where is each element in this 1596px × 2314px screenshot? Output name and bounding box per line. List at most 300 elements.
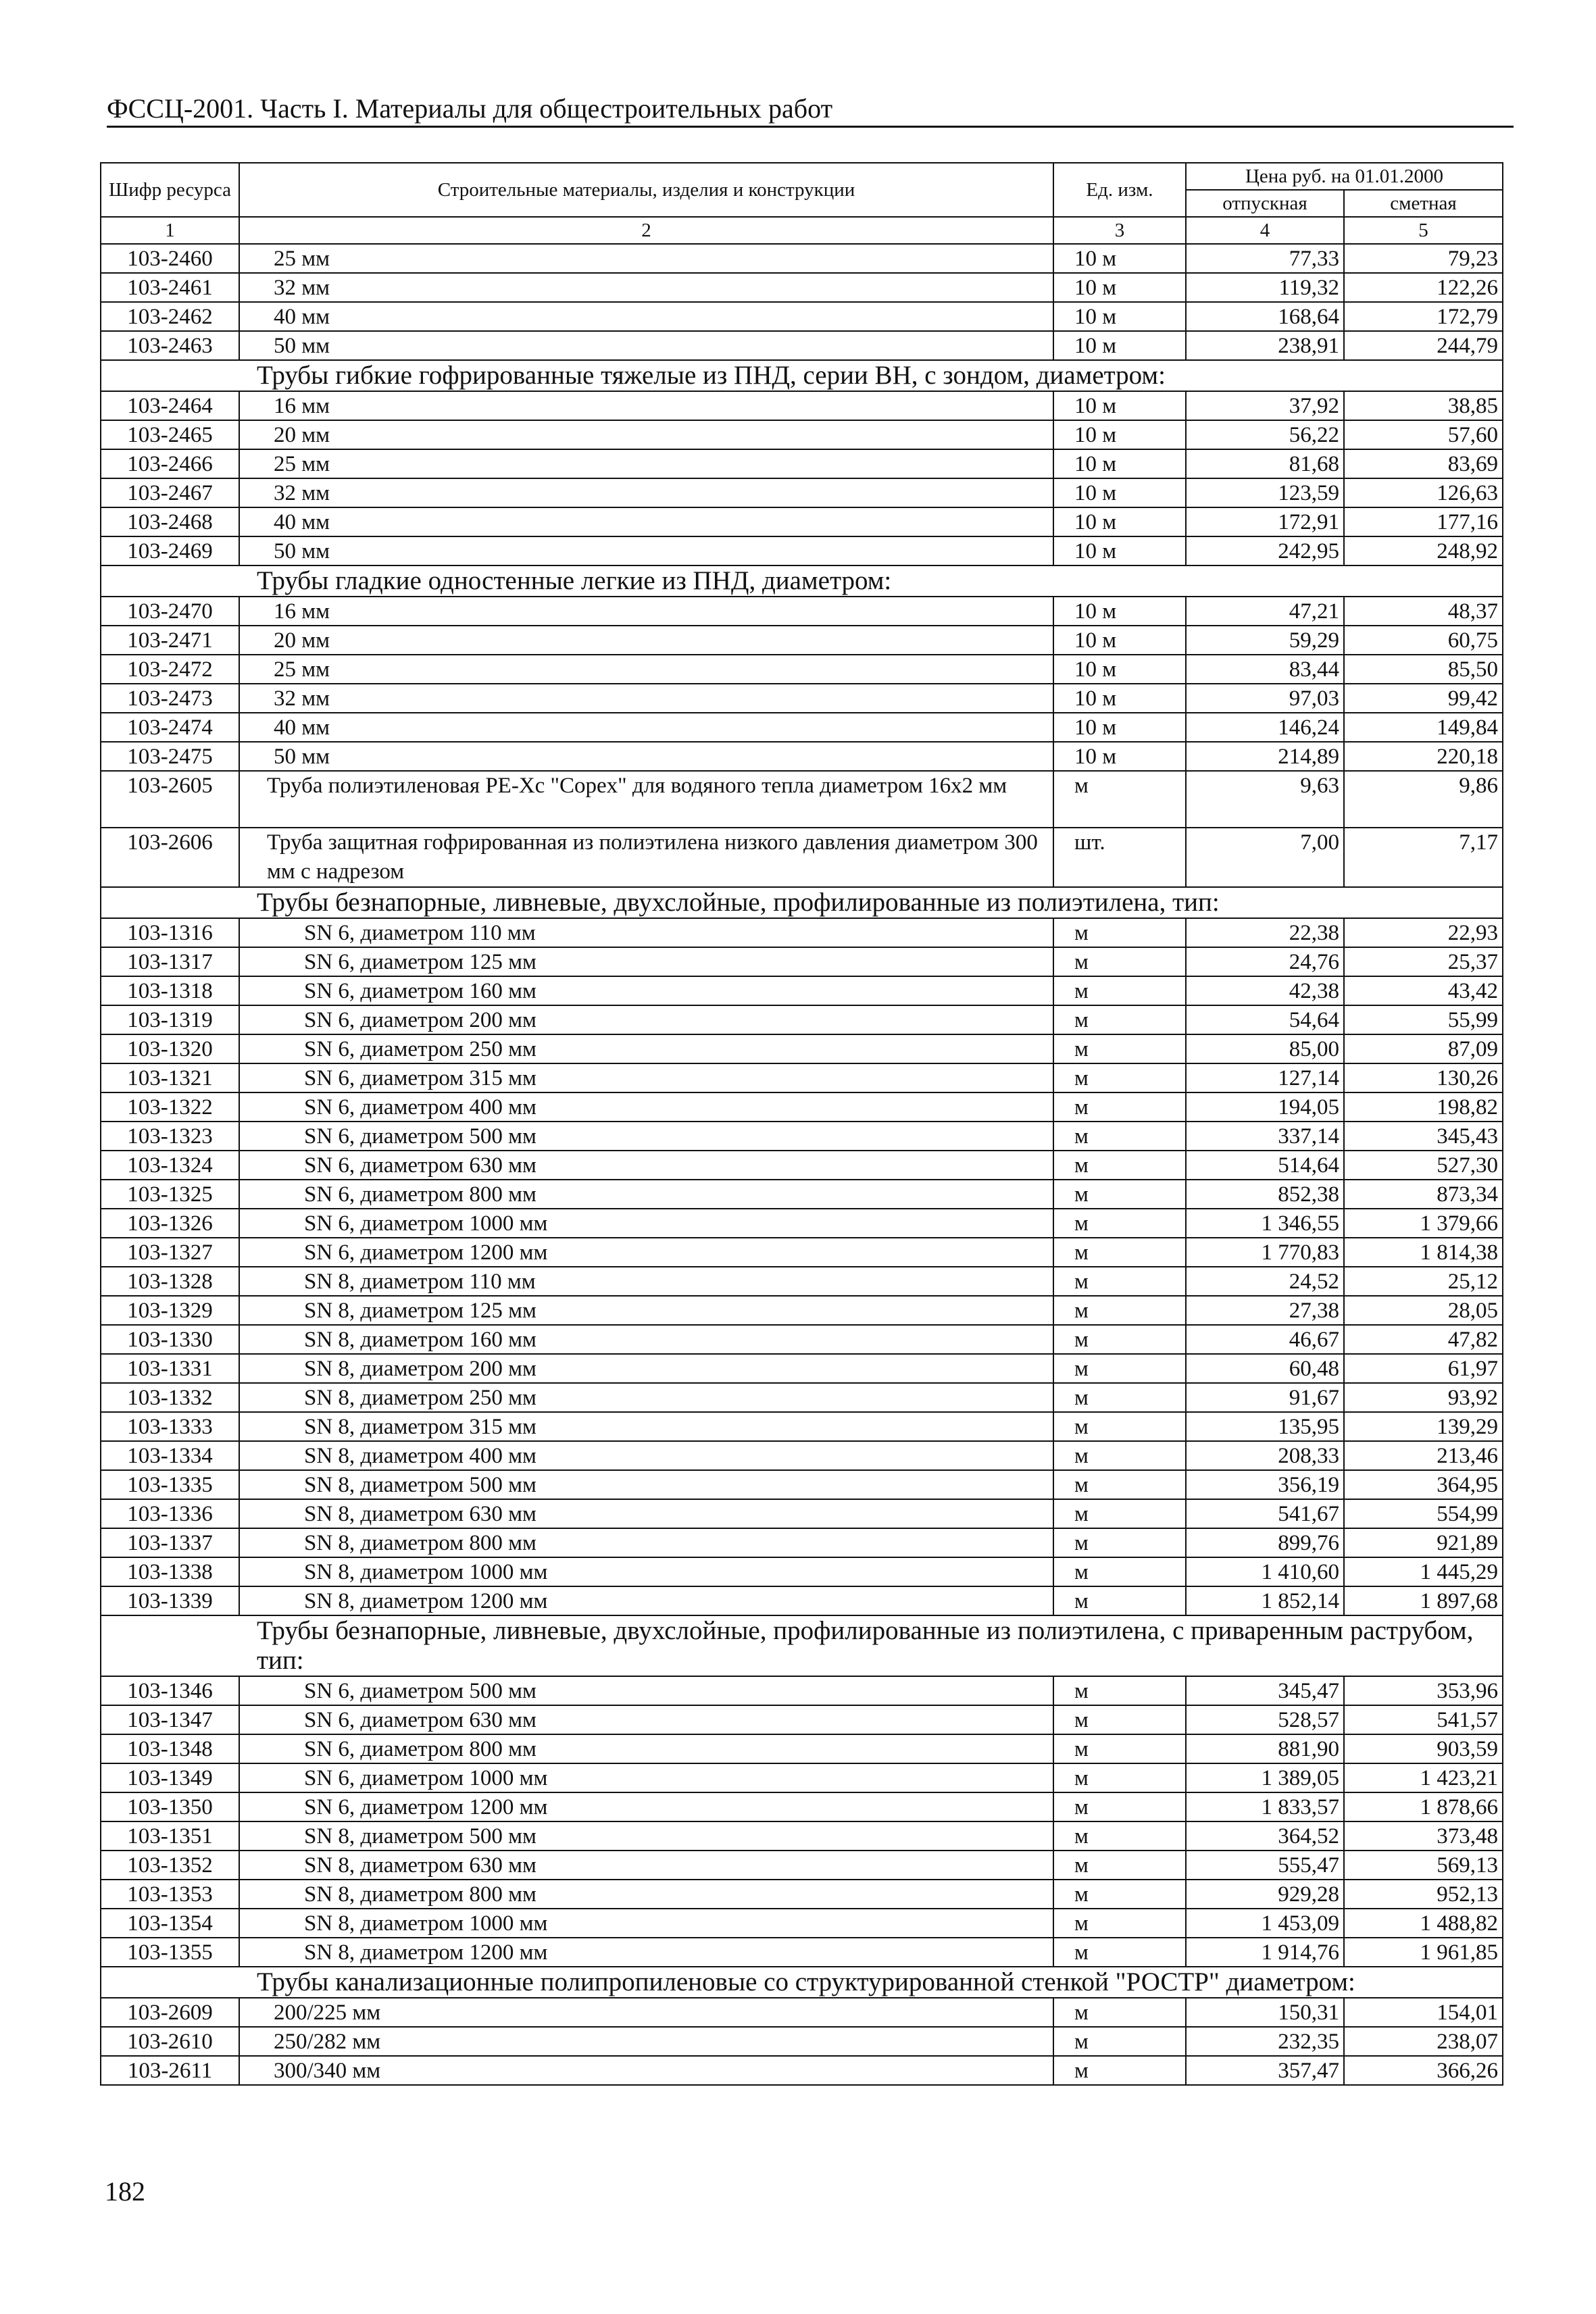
cell-unit: м: [1053, 1296, 1186, 1325]
cell-name: SN 8, диаметром 800 мм: [239, 1880, 1053, 1909]
table-row: [101, 828, 1503, 887]
cell-code: 103-1317: [101, 947, 239, 976]
table-row: [101, 1998, 1503, 2027]
cell-release-price: 46,67: [1186, 1325, 1344, 1354]
cell-name: SN 8, диаметром 1000 мм: [239, 1909, 1053, 1938]
cell-code: 103-2461: [101, 273, 239, 302]
cell-code: 103-1336: [101, 1499, 239, 1528]
cell-code: 103-1351: [101, 1821, 239, 1851]
cell-unit: 10 м: [1053, 273, 1186, 302]
table-row: [101, 1092, 1503, 1122]
cell-release-price: 555,47: [1186, 1851, 1344, 1880]
cell-unit: м: [1053, 1151, 1186, 1180]
cell-unit: 10 м: [1053, 420, 1186, 449]
cell-unit: м: [1053, 1267, 1186, 1296]
col-number-4: 4: [1186, 217, 1344, 244]
cell-estimate-price: 244,79: [1344, 331, 1503, 360]
table-row: [101, 1938, 1503, 1967]
cell-unit: 10 м: [1053, 536, 1186, 565]
cell-code: 103-1320: [101, 1034, 239, 1063]
cell-name: SN 8, диаметром 160 мм: [239, 1325, 1053, 1354]
cell-estimate-price: 1 878,66: [1344, 1792, 1503, 1821]
cell-unit: м: [1053, 1412, 1186, 1441]
cell-release-price: 1 833,57: [1186, 1792, 1344, 1821]
cell-release-price: 172,91: [1186, 507, 1344, 536]
cell-release-price: 22,38: [1186, 918, 1344, 947]
cell-name: SN 8, диаметром 315 мм: [239, 1412, 1053, 1441]
cell-estimate-price: 61,97: [1344, 1354, 1503, 1383]
cell-release-price: 1 346,55: [1186, 1209, 1344, 1238]
cell-estimate-price: 238,07: [1344, 2027, 1503, 2056]
table-row: [101, 1209, 1503, 1238]
cell-code: 103-1353: [101, 1880, 239, 1909]
table-row: [101, 1792, 1503, 1821]
table-row: [101, 1528, 1503, 1557]
cell-code: 103-1355: [101, 1938, 239, 1967]
cell-code: 103-1334: [101, 1441, 239, 1470]
section-title: Трубы гибкие гофрированные тяжелые из ПНД, серии ВН, с зондом, диаметром:: [101, 360, 1503, 391]
col-header-unit: Ед. изм.: [1053, 163, 1186, 217]
cell-code: 103-2471: [101, 626, 239, 655]
col-number-3: 3: [1053, 217, 1186, 244]
table-row: [101, 2027, 1503, 2056]
cell-estimate-price: 55,99: [1344, 1005, 1503, 1034]
table-row: [101, 1267, 1503, 1296]
cell-code: 103-2467: [101, 478, 239, 507]
cell-estimate-price: 149,84: [1344, 713, 1503, 742]
table-row: [101, 1763, 1503, 1792]
cell-name: 50 мм: [239, 742, 1053, 771]
cell-estimate-price: 99,42: [1344, 684, 1503, 713]
table-row: [101, 1909, 1503, 1938]
cell-name: 50 мм: [239, 536, 1053, 565]
cell-unit: 10 м: [1053, 244, 1186, 273]
cell-code: 103-2609: [101, 1998, 239, 2027]
cell-unit: 10 м: [1053, 626, 1186, 655]
cell-name: 16 мм: [239, 597, 1053, 626]
cell-unit: 10 м: [1053, 331, 1186, 360]
cell-code: 103-2460: [101, 244, 239, 273]
cell-unit: м: [1053, 1705, 1186, 1734]
cell-unit: м: [1053, 1734, 1186, 1763]
col-header-price: Цена руб. на 01.01.2000: [1186, 163, 1503, 190]
cell-release-price: 91,67: [1186, 1383, 1344, 1412]
table-row: [101, 684, 1503, 713]
cell-estimate-price: 85,50: [1344, 655, 1503, 684]
col-header-estimate: сметная: [1344, 190, 1503, 217]
cell-release-price: 9,63: [1186, 771, 1344, 828]
cell-estimate-price: 527,30: [1344, 1151, 1503, 1180]
cell-code: 103-1326: [101, 1209, 239, 1238]
cell-estimate-price: 873,34: [1344, 1180, 1503, 1209]
table-row: [101, 1499, 1503, 1528]
cell-unit: м: [1053, 2056, 1186, 2085]
table-row: [101, 1383, 1503, 1412]
table-row: [101, 2056, 1503, 2085]
cell-unit: м: [1053, 1122, 1186, 1151]
cell-estimate-price: 177,16: [1344, 507, 1503, 536]
table-row: [101, 1180, 1503, 1209]
table-row: [101, 1122, 1503, 1151]
col-number-5: 5: [1344, 217, 1503, 244]
document-header: [107, 92, 1514, 128]
cell-release-price: 528,57: [1186, 1705, 1344, 1734]
cell-unit: 10 м: [1053, 449, 1186, 478]
cell-release-price: 56,22: [1186, 420, 1344, 449]
table-row: [101, 655, 1503, 684]
cell-name: SN 6, диаметром 800 мм: [239, 1180, 1053, 1209]
cell-code: 103-2463: [101, 331, 239, 360]
cell-code: 103-1333: [101, 1412, 239, 1441]
cell-name: SN 6, диаметром 800 мм: [239, 1734, 1053, 1763]
cell-name: 25 мм: [239, 655, 1053, 684]
cell-code: 103-2605: [101, 771, 239, 828]
cell-name: 32 мм: [239, 478, 1053, 507]
cell-release-price: 356,19: [1186, 1470, 1344, 1499]
table-row: [101, 391, 1503, 420]
cell-estimate-price: 25,12: [1344, 1267, 1503, 1296]
cell-release-price: 77,33: [1186, 244, 1344, 273]
cell-release-price: 146,24: [1186, 713, 1344, 742]
cell-name: SN 8, диаметром 1200 мм: [239, 1938, 1053, 1967]
table-row: [101, 1441, 1503, 1470]
cell-estimate-price: 48,37: [1344, 597, 1503, 626]
cell-code: 103-1316: [101, 918, 239, 947]
cell-estimate-price: 47,82: [1344, 1325, 1503, 1354]
cell-code: 103-1330: [101, 1325, 239, 1354]
section-row: [101, 1615, 1503, 1676]
cell-estimate-price: 25,37: [1344, 947, 1503, 976]
cell-code: 103-2468: [101, 507, 239, 536]
cell-release-price: 852,38: [1186, 1180, 1344, 1209]
table-header: [101, 163, 1503, 244]
cell-unit: м: [1053, 1383, 1186, 1412]
cell-estimate-price: 93,92: [1344, 1383, 1503, 1412]
cell-code: 103-1335: [101, 1470, 239, 1499]
cell-release-price: 242,95: [1186, 536, 1344, 565]
cell-release-price: 119,32: [1186, 273, 1344, 302]
cell-release-price: 214,89: [1186, 742, 1344, 771]
table-row: [101, 947, 1503, 976]
cell-name: 25 мм: [239, 449, 1053, 478]
cell-estimate-price: 130,26: [1344, 1063, 1503, 1092]
cell-code: 103-1329: [101, 1296, 239, 1325]
cell-estimate-price: 1 897,68: [1344, 1586, 1503, 1615]
cell-estimate-price: 9,86: [1344, 771, 1503, 828]
cell-estimate-price: 122,26: [1344, 273, 1503, 302]
cell-name: Труба полиэтиленовая РЕ-Хс "Copex" для водяного тепла диаметром 16х2 мм: [239, 771, 1053, 828]
cell-code: 103-1347: [101, 1705, 239, 1734]
cell-release-price: 1 852,14: [1186, 1586, 1344, 1615]
cell-unit: 10 м: [1053, 742, 1186, 771]
cell-code: 103-1350: [101, 1792, 239, 1821]
cell-estimate-price: 57,60: [1344, 420, 1503, 449]
table-row: [101, 1821, 1503, 1851]
cell-code: 103-2474: [101, 713, 239, 742]
table-row: [101, 420, 1503, 449]
col-number-1: 1: [101, 217, 239, 244]
cell-code: 103-1331: [101, 1354, 239, 1383]
cell-name: SN 8, диаметром 800 мм: [239, 1528, 1053, 1557]
cell-name: 40 мм: [239, 507, 1053, 536]
table-row: [101, 478, 1503, 507]
cell-name: SN 8, диаметром 250 мм: [239, 1383, 1053, 1412]
cell-unit: м: [1053, 1528, 1186, 1557]
table-row: [101, 1354, 1503, 1383]
cell-code: 103-2470: [101, 597, 239, 626]
cell-release-price: 47,21: [1186, 597, 1344, 626]
cell-unit: 10 м: [1053, 655, 1186, 684]
cell-release-price: 208,33: [1186, 1441, 1344, 1470]
cell-name: SN 6, диаметром 630 мм: [239, 1151, 1053, 1180]
section-title: Трубы канализационные полипропиленовые со структурированной стенкой "РОСТР" диаметром:: [101, 1967, 1503, 1998]
cell-release-price: 337,14: [1186, 1122, 1344, 1151]
cell-code: 103-1327: [101, 1238, 239, 1267]
cell-release-price: 1 389,05: [1186, 1763, 1344, 1792]
cell-name: 16 мм: [239, 391, 1053, 420]
cell-release-price: 27,38: [1186, 1296, 1344, 1325]
cell-estimate-price: 87,09: [1344, 1034, 1503, 1063]
cell-unit: 10 м: [1053, 713, 1186, 742]
cell-code: 103-1332: [101, 1383, 239, 1412]
cell-code: 103-2464: [101, 391, 239, 420]
cell-estimate-price: 38,85: [1344, 391, 1503, 420]
cell-code: 103-1323: [101, 1122, 239, 1151]
cell-estimate-price: 1 814,38: [1344, 1238, 1503, 1267]
cell-name: SN 8, диаметром 630 мм: [239, 1851, 1053, 1880]
cell-code: 103-1337: [101, 1528, 239, 1557]
cell-estimate-price: 83,69: [1344, 449, 1503, 478]
table-row: [101, 1238, 1503, 1267]
cell-unit: 10 м: [1053, 597, 1186, 626]
cell-name: SN 8, диаметром 630 мм: [239, 1499, 1053, 1528]
cell-unit: м: [1053, 1470, 1186, 1499]
cell-code: 103-1352: [101, 1851, 239, 1880]
table-row: [101, 1325, 1503, 1354]
cell-estimate-price: 22,93: [1344, 918, 1503, 947]
cell-release-price: 929,28: [1186, 1880, 1344, 1909]
cell-estimate-price: 126,63: [1344, 478, 1503, 507]
cell-estimate-price: 172,79: [1344, 302, 1503, 331]
cell-unit: м: [1053, 1676, 1186, 1705]
cell-name: SN 6, диаметром 110 мм: [239, 918, 1053, 947]
cell-name: SN 6, диаметром 1000 мм: [239, 1763, 1053, 1792]
cell-estimate-price: 154,01: [1344, 1998, 1503, 2027]
cell-name: SN 6, диаметром 125 мм: [239, 947, 1053, 976]
cell-name: SN 8, диаметром 500 мм: [239, 1821, 1053, 1851]
cell-code: 103-2606: [101, 828, 239, 887]
cell-name: 50 мм: [239, 331, 1053, 360]
cell-estimate-price: 248,92: [1344, 536, 1503, 565]
document-title: ФССЦ-2001. Часть I. Материалы для общестроительных работ: [107, 93, 833, 124]
cell-release-price: 1 453,09: [1186, 1909, 1344, 1938]
cell-release-price: 7,00: [1186, 828, 1344, 887]
cell-code: 103-1346: [101, 1676, 239, 1705]
cell-unit: м: [1053, 1499, 1186, 1528]
table-row: [101, 713, 1503, 742]
cell-estimate-price: 28,05: [1344, 1296, 1503, 1325]
cell-estimate-price: 139,29: [1344, 1412, 1503, 1441]
cell-release-price: 1 410,60: [1186, 1557, 1344, 1586]
cell-code: 103-2462: [101, 302, 239, 331]
cell-code: 103-1349: [101, 1763, 239, 1792]
cell-estimate-price: 541,57: [1344, 1705, 1503, 1734]
cell-estimate-price: 952,13: [1344, 1880, 1503, 1909]
cell-name: SN 6, диаметром 500 мм: [239, 1676, 1053, 1705]
cell-name: SN 8, диаметром 1200 мм: [239, 1586, 1053, 1615]
cell-unit: 10 м: [1053, 684, 1186, 713]
cell-code: 103-2473: [101, 684, 239, 713]
cell-code: 103-1325: [101, 1180, 239, 1209]
cell-release-price: 24,76: [1186, 947, 1344, 976]
cell-name: 20 мм: [239, 420, 1053, 449]
cell-unit: м: [1053, 947, 1186, 976]
table-row: [101, 1557, 1503, 1586]
cell-release-price: 881,90: [1186, 1734, 1344, 1763]
page-number: 182: [105, 2176, 145, 2207]
cell-code: 103-2475: [101, 742, 239, 771]
cell-name: 250/282 мм: [239, 2027, 1053, 2056]
table-row: [101, 449, 1503, 478]
cell-release-price: 24,52: [1186, 1267, 1344, 1296]
section-title: Трубы безнапорные, ливневые, двухслойные, профилированные из полиэтилена, с приваренным раструбом, тип:: [101, 1615, 1503, 1676]
table-row: [101, 626, 1503, 655]
cell-estimate-price: 1 423,21: [1344, 1763, 1503, 1792]
cell-name: Труба защитная гофрированная из полиэтилена низкого давления диаметром 300 мм с надрезом: [239, 828, 1053, 887]
cell-release-price: 541,67: [1186, 1499, 1344, 1528]
cell-release-price: 59,29: [1186, 626, 1344, 655]
cell-release-price: 54,64: [1186, 1005, 1344, 1034]
table-row: [101, 1412, 1503, 1441]
cell-estimate-price: 554,99: [1344, 1499, 1503, 1528]
cell-name: 300/340 мм: [239, 2056, 1053, 2085]
cell-unit: 10 м: [1053, 391, 1186, 420]
col-number-2: 2: [239, 217, 1053, 244]
cell-name: SN 8, диаметром 1000 мм: [239, 1557, 1053, 1586]
cell-estimate-price: 79,23: [1344, 244, 1503, 273]
cell-unit: м: [1053, 1092, 1186, 1122]
cell-name: 40 мм: [239, 302, 1053, 331]
cell-release-price: 135,95: [1186, 1412, 1344, 1441]
cell-code: 103-1321: [101, 1063, 239, 1092]
cell-release-price: 83,44: [1186, 655, 1344, 684]
cell-name: 32 мм: [239, 273, 1053, 302]
cell-name: 20 мм: [239, 626, 1053, 655]
cell-name: 40 мм: [239, 713, 1053, 742]
cell-code: 103-2465: [101, 420, 239, 449]
section-row: [101, 565, 1503, 597]
table-row: [101, 1676, 1503, 1705]
cell-estimate-price: 1 445,29: [1344, 1557, 1503, 1586]
cell-unit: м: [1053, 976, 1186, 1005]
cell-name: SN 6, диаметром 1000 мм: [239, 1209, 1053, 1238]
cell-estimate-price: 364,95: [1344, 1470, 1503, 1499]
cell-code: 103-1339: [101, 1586, 239, 1615]
table-row: [101, 331, 1503, 360]
cell-unit: м: [1053, 1238, 1186, 1267]
cell-unit: м: [1053, 1763, 1186, 1792]
cell-release-price: 150,31: [1186, 1998, 1344, 2027]
col-header-code: Шифр ресурса: [101, 163, 239, 217]
table-row: [101, 273, 1503, 302]
cell-unit: м: [1053, 1821, 1186, 1851]
cell-code: 103-1348: [101, 1734, 239, 1763]
cell-unit: 10 м: [1053, 478, 1186, 507]
cell-code: 103-2469: [101, 536, 239, 565]
cell-estimate-price: 345,43: [1344, 1122, 1503, 1151]
cell-unit: м: [1053, 1005, 1186, 1034]
cell-estimate-price: 198,82: [1344, 1092, 1503, 1122]
cell-estimate-price: 60,75: [1344, 626, 1503, 655]
cell-release-price: 899,76: [1186, 1528, 1344, 1557]
table-row: [101, 1151, 1503, 1180]
cell-release-price: 238,91: [1186, 331, 1344, 360]
cell-unit: м: [1053, 1180, 1186, 1209]
cell-code: 103-2611: [101, 2056, 239, 2085]
cell-name: SN 6, диаметром 1200 мм: [239, 1238, 1053, 1267]
cell-code: 103-1354: [101, 1909, 239, 1938]
table-row: [101, 1880, 1503, 1909]
cell-name: SN 6, диаметром 160 мм: [239, 976, 1053, 1005]
cell-release-price: 85,00: [1186, 1034, 1344, 1063]
cell-unit: м: [1053, 771, 1186, 828]
table-row: [101, 1063, 1503, 1092]
cell-estimate-price: 1 961,85: [1344, 1938, 1503, 1967]
cell-unit: м: [1053, 1441, 1186, 1470]
cell-unit: м: [1053, 1792, 1186, 1821]
table-row: [101, 771, 1503, 828]
section-title: Трубы безнапорные, ливневые, двухслойные, профилированные из полиэтилена, тип:: [101, 887, 1503, 918]
cell-estimate-price: 903,59: [1344, 1734, 1503, 1763]
cell-name: SN 6, диаметром 315 мм: [239, 1063, 1053, 1092]
cell-name: SN 6, диаметром 630 мм: [239, 1705, 1053, 1734]
cell-unit: м: [1053, 1034, 1186, 1063]
cell-unit: м: [1053, 1325, 1186, 1354]
col-header-name: Строительные материалы, изделия и конструкции: [239, 163, 1053, 217]
cell-release-price: 123,59: [1186, 478, 1344, 507]
col-header-release: отпускная: [1186, 190, 1344, 217]
cell-release-price: 127,14: [1186, 1063, 1344, 1092]
cell-unit: м: [1053, 2027, 1186, 2056]
cell-estimate-price: 373,48: [1344, 1821, 1503, 1851]
cell-name: SN 8, диаметром 110 мм: [239, 1267, 1053, 1296]
cell-code: 103-1319: [101, 1005, 239, 1034]
cell-unit: м: [1053, 1998, 1186, 2027]
cell-release-price: 168,64: [1186, 302, 1344, 331]
cell-code: 103-2466: [101, 449, 239, 478]
cell-code: 103-1324: [101, 1151, 239, 1180]
table-row: [101, 507, 1503, 536]
cell-name: SN 8, диаметром 500 мм: [239, 1470, 1053, 1499]
cell-unit: м: [1053, 1851, 1186, 1880]
cell-name: 200/225 мм: [239, 1998, 1053, 2027]
table-row: [101, 1005, 1503, 1034]
cell-unit: м: [1053, 1209, 1186, 1238]
cell-code: 103-2610: [101, 2027, 239, 2056]
cell-release-price: 60,48: [1186, 1354, 1344, 1383]
price-table: [100, 162, 1503, 2086]
cell-unit: м: [1053, 1557, 1186, 1586]
cell-unit: м: [1053, 1909, 1186, 1938]
table-row: [101, 918, 1503, 947]
table-row: [101, 742, 1503, 771]
cell-release-price: 42,38: [1186, 976, 1344, 1005]
table-row: [101, 1734, 1503, 1763]
cell-unit: 10 м: [1053, 507, 1186, 536]
cell-unit: 10 м: [1053, 302, 1186, 331]
cell-name: SN 6, диаметром 400 мм: [239, 1092, 1053, 1122]
section-row: [101, 1967, 1503, 1998]
